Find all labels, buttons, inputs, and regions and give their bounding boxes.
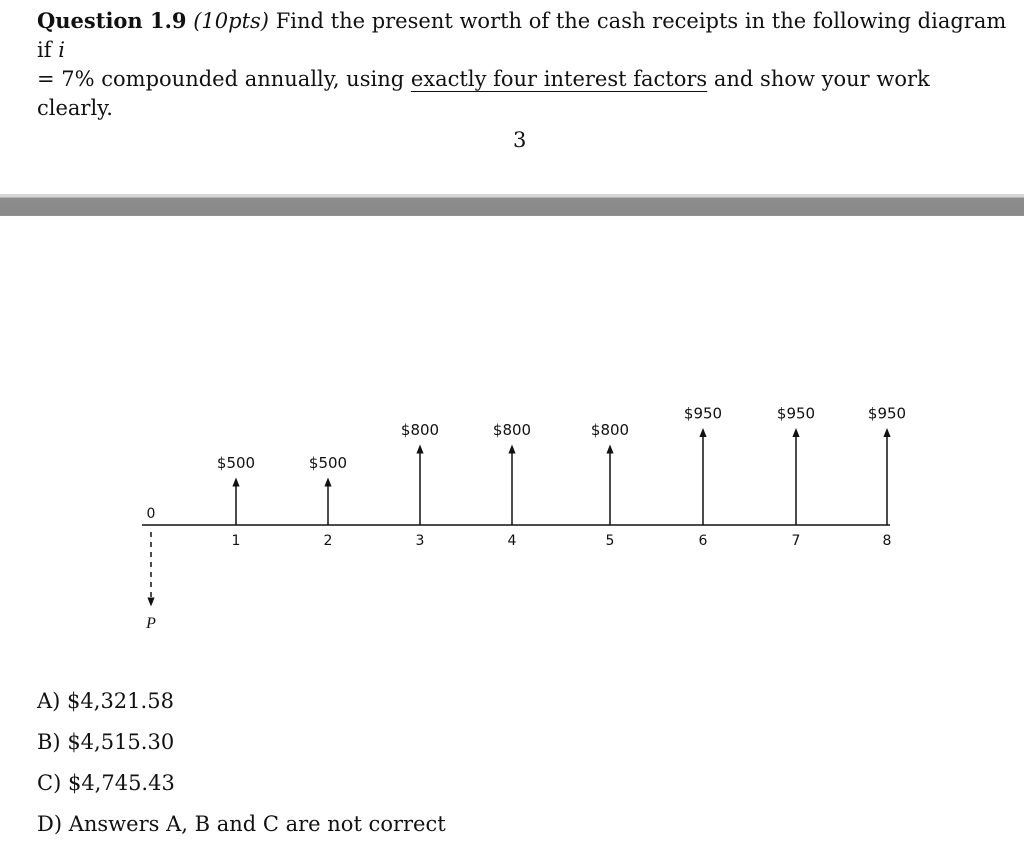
cash-flow-diagram: [0, 380, 1024, 650]
underlined-requirement: exactly four interest factors: [410, 67, 708, 91]
question-prompt: Find the present worth of the cash receipts in the following diagram if: [37, 9, 1007, 62]
cash-flow-group: [217, 405, 906, 550]
question-closing-text: and show your work clearly.: [37, 67, 930, 120]
answer-c[interactable]: [37, 768, 446, 809]
question-text: [37, 6, 1012, 123]
question-line-1: [37, 6, 1012, 65]
period-zero-label: 0: [146, 506, 156, 522]
question-points: (10pts): [193, 9, 270, 33]
cash-flow-label-1: $500: [216, 454, 256, 472]
cash-flow-label-7: $950: [776, 404, 816, 423]
period-tick-label-5: 5: [605, 533, 615, 549]
question-rate-text: = 7% compounded annually, using: [37, 67, 405, 91]
period-tick-label-6: 6: [698, 533, 708, 549]
answer-b[interactable]: [37, 727, 446, 768]
answer-letter: C): [37, 771, 62, 795]
answer-d[interactable]: [37, 809, 446, 850]
cash-flow-label-2: $500: [308, 454, 348, 472]
answer-letter: A): [37, 689, 61, 713]
period-tick-label-7: 7: [791, 533, 801, 549]
answer-text: $4,321.58: [67, 689, 174, 713]
period-tick-label-8: 8: [882, 533, 892, 549]
cash-flow-label-4: $800: [492, 421, 532, 439]
cash-flow-label-3: $800: [400, 421, 440, 439]
period-tick-label-2: 2: [323, 533, 333, 549]
period-tick-label-1: 1: [231, 533, 241, 549]
page-number: 3: [513, 128, 527, 152]
question-number: Question 1.9: [37, 8, 187, 33]
period-tick-label-3: 3: [415, 533, 425, 549]
present-worth-label: P: [146, 615, 156, 632]
page-separator: [0, 194, 1024, 216]
answer-letter: B): [37, 730, 61, 754]
question-line-2: [37, 65, 1012, 123]
answer-a[interactable]: [37, 686, 446, 727]
answer-text: Answers A, B and C are not correct: [68, 812, 446, 836]
answer-text: $4,515.30: [67, 730, 175, 754]
cash-flow-label-5: $800: [590, 421, 630, 439]
answer-text: $4,745.43: [67, 771, 175, 795]
interest-variable: i: [58, 38, 65, 62]
period-tick-label-4: 4: [507, 533, 517, 549]
cash-flow-label-8: $950: [867, 404, 907, 423]
answer-letter: D): [37, 812, 63, 836]
cash-flow-label-6: $950: [683, 404, 723, 423]
answer-choices: [37, 686, 446, 850]
